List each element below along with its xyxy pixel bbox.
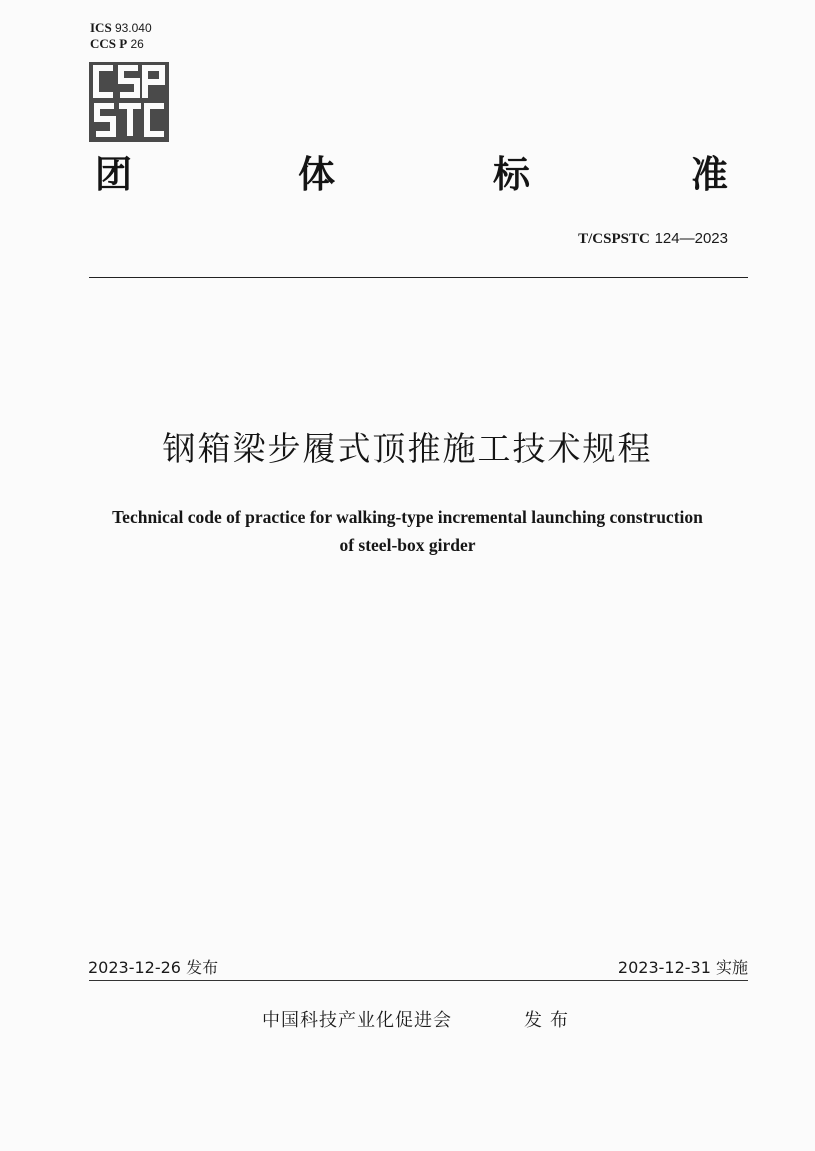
standard-type-char: 团	[95, 153, 132, 196]
title-english	[60, 503, 755, 559]
classification-codes	[90, 20, 152, 52]
standard-type-char: 体	[298, 153, 335, 196]
cspstc-logo	[89, 62, 169, 142]
standard-number: T/CSPSTC 124—2023	[578, 230, 728, 247]
title-english-line: of steel-box girder	[339, 535, 476, 555]
standard-type-char: 准	[691, 153, 728, 196]
publisher-action: 发布	[524, 1010, 576, 1031]
implementation-date: 2023-12-31 实施	[617, 958, 748, 977]
header-divider	[89, 277, 748, 278]
footer-divider	[89, 980, 748, 981]
ics-code: ICS 93.040	[90, 20, 152, 35]
publisher-name: 中国科技产业化促进会	[262, 1010, 452, 1031]
standard-type-heading	[95, 150, 740, 200]
standard-type-char: 标	[493, 153, 530, 196]
title-english-line: Technical code of practice for walking-type incremental launching construction	[112, 507, 703, 527]
issue-date: 2023-12-26 发布	[88, 958, 219, 977]
ccs-code: CCS P 26	[90, 36, 144, 51]
title-chinese: 钢箱梁步履式顶推施工技术规程	[162, 429, 653, 468]
